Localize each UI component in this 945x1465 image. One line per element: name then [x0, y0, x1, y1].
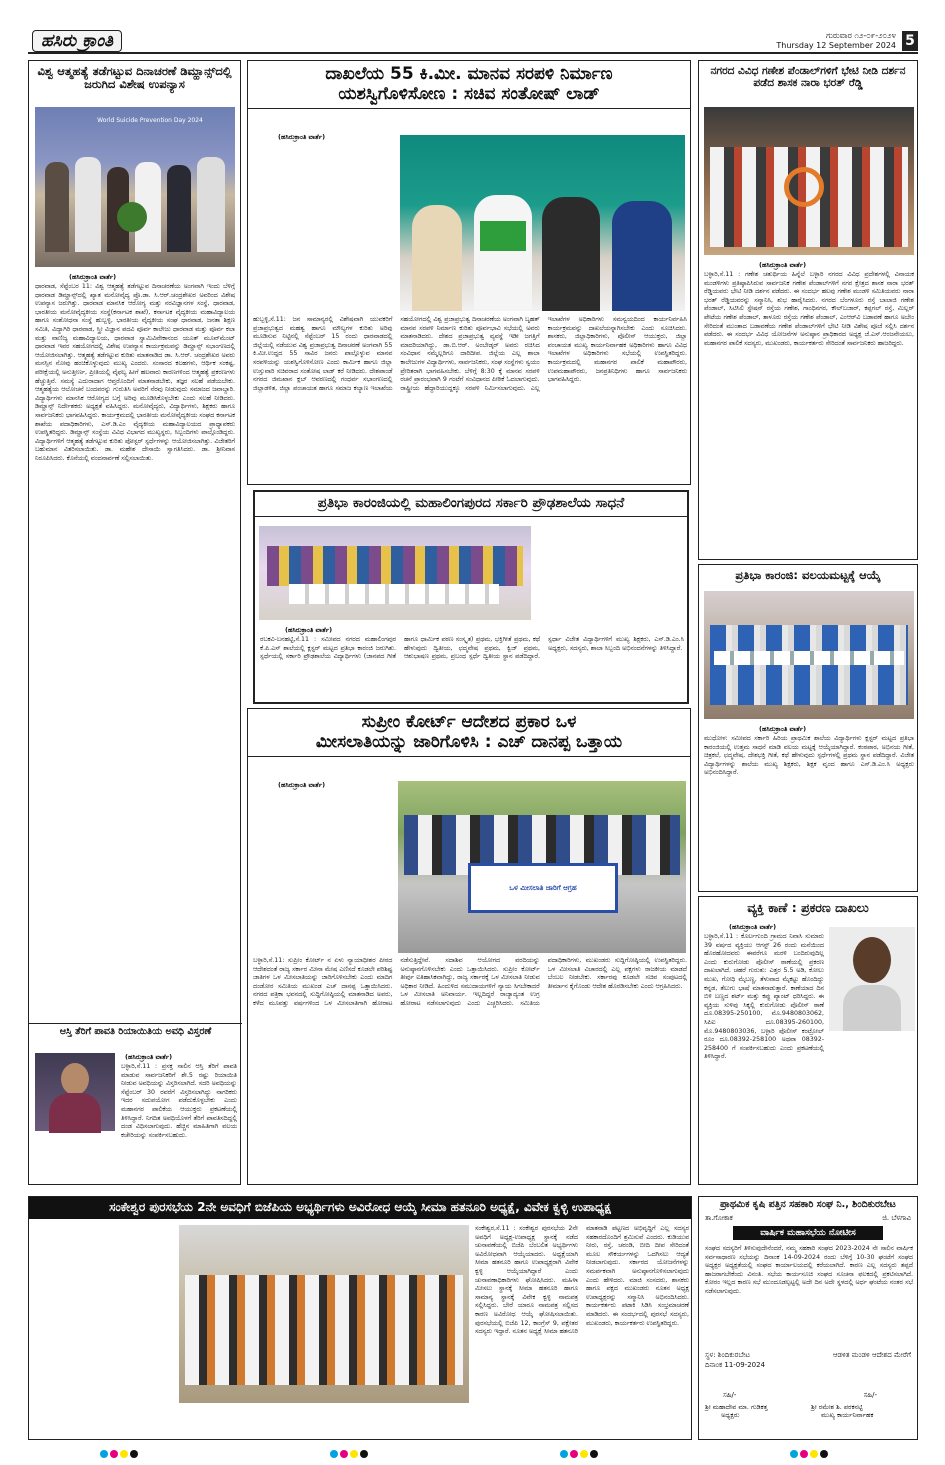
officer-photo	[35, 1053, 115, 1131]
green-scarf-icon	[480, 221, 526, 251]
society-name: ಪ್ರಾಥಮಿಕ ಕೃಷಿ ಪತ್ತಿನ ಸಹಕಾರಿ ಸಂಘ ನಿ., ಶಿಂದಿಕುರಬೇಟ	[720, 1199, 896, 1210]
article-body: ಬಳ್ಳಾರಿ,ಸೆ.11 : ಗಣೇಶ ಚತುರ್ಥಿಯ ಹಿನ್ನೆಲೆ ಬಳ್ಳಾರಿ ನಗರದ ವಿವಿಧ ಪ್ರದೇಶಗಳಲ್ಲಿ ವಿನಾಯಕ ಮಂಡಳಿಗಳು ಪ್ರತಿಷ್ಠಾಪಿಸಿರುವ ಸಾರ್ವಜನಿಕ ಗಣೇಶ ಪೆಂಡಾಲ್‌ಗಳಿಗೆ ನಗರ ಕ್ಷೇತ್ರದ ಶಾಸಕ ನಾರಾ ಭರತ್ ರೆಡ್ಡಿಯವರು ಭೇಟಿ ನೀಡಿ ದರ್ಶನ ಪಡೆದರು. ಈ ಸಂದರ್ಭ ಹಲವು ಗಣೇಶ ಮಂಡಳಿ ಸಮಿತಿಯವರು ನಾರಾ ಭರತ್ ರೆಡ್ಡಿಯವರನ್ನು ಸನ್ಮಾನಿಸಿ, ಶುಭ ಹಾರೈಸಿದರು. ನಗರದ ಬೆಂಗಳೂರು ರಸ್ತೆ ಬಾಲಾಜಿ ಗಣೇಶ ಪೆಂಡಾಲ್, ಸಿಟಿಸಿಲಿ ಸ್ಟೇಷನ್ ರಸ್ತೆಯ ಗಣೇಶ, ಗಾಂಧಿನಗರ, ಕೌಲ್‌ಬಜಾರ್, ಕಪ್ಪಗಲ್ ರಸ್ತೆ, ಮಿಲ್ಲರ್ ಪೇಟೆಯ ಗಣೇಶ ಪೆಂಡಾಲ್, ತಾಳೂರು ರಸ್ತೆಯ ಗಣೇಶ ಪೆಂಡಾಲ್, ಎಂಆರ್‌ವಿ ಬಡಾವಣೆ ಹಾಗೂ ಅಬೇಂ ಸೇರಿದಂತೆ ಮುಂತಾದ ಬಡಾವಣೆಯ ಗಣೇಶ ಪೆಂಡಾಲ್‌ಗಳಿಗೆ ಭೇಟಿ ನೀಡಿ ವಿಶೇಷ ಪೂಜೆ ಸಲ್ಲಿಸಿ ದರ್ಶನ ಪಡೆದರು. ಈ ಸಂದರ್ಭ ವಿವಿಧ ಯೋಜನೆಗಳ ಅನುಷ್ಠಾನ ಪ್ರಾಧಿಕಾರದ ಅಧ್ಯಕ್ಷ ಜೆ.ಎಸ್.ಆಂಜನೇಯಲು, ಮಹಾನಗರ ಪಾಲಿಕೆ ಸದಸ್ಯರು, ಮುಖಂಡರು, ಕಾರ್ಯಕರ್ತರು ಸೇರಿದಂತೆ ಸಾರ್ವಜನಿಕರು ಹಾಜರಿದ್ದರು.	[704, 271, 914, 347]
article-body: ಬಳ್ಳಾರಿ,ಸೆ.11: ಸುಪ್ರೀಂ ಕೋರ್ಟ್ ನ ಏಳು ನ್ಯಾಯಾಧೀಶರ ಪೀಠದ ಆದೇಶದಂತೆ ರಾಜ್ಯ ಸರ್ಕಾರ ಮೀನಾ ಮೇಷ ಎಣಿಸದೆ ಕೂಡಲೇ ಪರಿಶಿಷ್ಟ ಜಾತಿಗಳ ಒಳ ಮೀಸಲಾತಿಯನ್ನು ಜಾರಿಗೊಳಿಸಬೇಕು ಎಂದು ಮಾದಿಗ ದಂಡೋರ ಸಮಿತಿಯ ಮುಖಂಡ ಎಚ್ ದಾನಪ್ಪ ಒತ್ತಾಯಿಸಿದರು. ನಗರದ ಪತ್ರಿಕಾ ಭವನದಲ್ಲಿ ಸುದ್ದಿಗೋಷ್ಠಿಯಲ್ಲಿ ಮಾತನಾಡಿದ ಅವರು, ಕಳೆದ ಮೂವತ್ತು ವರ್ಷಗಳಿಂದ ಒಳ ಮೀಸಲಾತಿಗಾಗಿ ಹೋರಾಟ ನಡೆಸುತ್ತಿದ್ದೇವೆ. ಸದಾಶಿವ ಆಯೋಗದ ವರದಿಯನ್ನು ಅನುಷ್ಠಾನಗೊಳಿಸಬೇಕು ಎಂದು ಒತ್ತಾಯಿಸಿದರು. ಸುಪ್ರೀಂ ಕೋರ್ಟ್ ತೀರ್ಪು ಐತಿಹಾಸಿಕವಾಗಿದ್ದು, ರಾಜ್ಯ ಸರ್ಕಾರಕ್ಕೆ ಒಳ ಮೀಸಲಾತಿ ನೀಡುವ ಅಧಿಕಾರ ನೀಡಿದೆ. ಹಿಂದುಳಿದ ಸಮುದಾಯಗಳಿಗೆ ನ್ಯಾಯ ಸಿಗಬೇಕಾದರೆ ಒಳ ಮೀಸಲಾತಿ ಅನಿವಾರ್ಯ. ಇಲ್ಲದಿದ್ದರೆ ರಾಜ್ಯಾದ್ಯಂತ ಉಗ್ರ ಹೋರಾಟ ನಡೆಸಲಾಗುವುದು ಎಂದು ಎಚ್ಚರಿಸಿದರು. ಸಮಿತಿಯ ಪದಾಧಿಕಾರಿಗಳು, ಮುಖಂಡರು ಸುದ್ದಿಗೋಷ್ಠಿಯಲ್ಲಿ ಉಪಸ್ಥಿತರಿದ್ದರು. ಒಳ ಮೀಸಲಾತಿ ವಿಚಾರದಲ್ಲಿ ಎಲ್ಲ ಪಕ್ಷಗಳು ರಾಜಕೀಯ ಮಾಡದೆ ಬೆಂಬಲ ನೀಡಬೇಕು. ಸರ್ಕಾರವು ಕೂಡಲೇ ಸಚಿವ ಸಂಪುಟದಲ್ಲಿ ತೀರ್ಮಾನ ಕೈಗೊಂಡು ಆದೇಶ ಹೊರಡಿಸಬೇಕು ಎಂದು ಆಗ್ರಹಿಸಿದರು.	[253, 957, 687, 1007]
article-pratibha-cluster	[698, 564, 918, 892]
plant-icon	[117, 202, 147, 232]
byline: (ಹಸಿರುಕ್ರಾಂತಿ ವಾರ್ತೆ)	[759, 725, 807, 733]
article-body-right	[537, 528, 685, 620]
garland-icon	[784, 167, 824, 207]
article-pratibha-school	[253, 490, 689, 704]
article-body-tax: ಬಳ್ಳಾರಿ,ಸೆ.11 : ಪ್ರಸಕ್ತ ಸಾಲಿನ ಆಸ್ತಿ ತೆರಿಗೆ ಪಾವತಿ ಮಾಡುವ ಸಾರ್ವಜನಿಕರಿಗೆ ಶೇ.5 ರಷ್ಟು ರಿಯಾಯಿತಿ ನೀಡುವ ಅವಧಿಯನ್ನು ವಿಸ್ತರಿಸಲಾಗಿದೆ. ಸದರಿ ಅವಧಿಯನ್ನು ಸೆಪ್ಟೆಂಬರ್ 30 ರವರೆಗೆ ವಿಸ್ತರಿಸಲಾಗಿದ್ದು ನಾಗರಿಕರು ಇದರ ಸದುಪಯೋಗ ಪಡೆದುಕೊಳ್ಳಬೇಕು ಎಂದು ಮಹಾನಗರ ಪಾಲಿಕೆಯ ಆಯುಕ್ತರು ಪ್ರಕಟಣೆಯಲ್ಲಿ ತಿಳಿಸಿದ್ದಾರೆ. ನಿಗದಿತ ಅವಧಿಯೊಳಗೆ ತೆರಿಗೆ ಪಾವತಿಸದಿದ್ದಲ್ಲಿ ದಂಡ ವಿಧಿಸಲಾಗುವುದು. ಹೆಚ್ಚಿನ ಮಾಹಿತಿಗಾಗಿ ವಲಯ ಕಚೇರಿಯನ್ನು ಸಂಪರ್ಕಿಸಬಹುದು.	[121, 1063, 237, 1139]
article-body-bottom	[33, 1407, 689, 1437]
headline-line1: ದಾಖಲೆಯ 55 ಕಿ.ಮೀ. ಮಾನವ ಸರಪಳಿ ನಿರ್ಮಾಣ	[325, 64, 613, 84]
page-number: 5	[902, 31, 918, 51]
article-body-col1	[253, 143, 393, 313]
byline: (ಹಸಿರುಕ್ರಾಂತಿ ವಾರ್ತೆ)	[285, 626, 333, 634]
byline: (ಹಸಿರುಕ್ರಾಂತಿ ವಾರ್ತೆ)	[278, 781, 326, 789]
article-missing-person	[698, 896, 918, 1185]
students-photo	[259, 526, 531, 620]
masthead	[28, 30, 918, 54]
missing-person-photo	[829, 927, 915, 1031]
byline: (ಹಸಿರುಕ್ರಾಂತಿ ವಾರ್ತೆ)	[278, 133, 326, 141]
article-body: ರಬಕವಿ-ಬನಹಟ್ಟಿ,ಸೆ.11 : ಸಮೀಪದ ನಗರದ ಮಹಾಲಿಂಗಪುರ ಕೆ.ಪಿ.ಎಸ್ ಶಾಲೆಯಲ್ಲಿ ಕ್ಲಸ್ಟರ್ ಮಟ್ಟದ ಪ್ರತಿಭಾ ಕಾರಂಜಿ ಜರುಗಿತು. ಸ್ಪರ್ಧೆಯಲ್ಲಿ ಸರ್ಕಾರಿ ಪ್ರೌಢಶಾಲೆಯ ವಿದ್ಯಾರ್ಥಿಗಳು (ಜಾನಪದ ಗೀತೆ ಹಾಗೂ ಧಾರ್ಮಿಕ ಪಠಣ ಸಂಸ್ಕೃತ) ಪ್ರಥಮ, ಭಕ್ತಿಗೀತೆ ಪ್ರಥಮ, ಕಥೆ ಹೇಳುವುದು ದ್ವಿತೀಯ, ಛದ್ಮವೇಷ ಪ್ರಥಮ, ಕ್ವಿಜ್ ಪ್ರಥಮ, ಆಶುಭಾಷಣ ಪ್ರಥಮ, ಪ್ರಬಂಧ ಸ್ಪರ್ಧೆ ದ್ವಿತೀಯ ಸ್ಥಾನ ಪಡೆದಿದ್ದಾರೆ. ಸ್ಪರ್ಧಾ ವಿಜೇತ ವಿದ್ಯಾರ್ಥಿಗಳಿಗೆ ಮುಖ್ಯ ಶಿಕ್ಷಕರು, ಎಸ್.ಡಿ.ಎಂ.ಸಿ ಅಧ್ಯಕ್ಷರು, ಸದಸ್ಯರು, ಶಾಲಾ ಸಿಬ್ಬಂದಿ ಅಭಿನಂದನೆಗಳನ್ನು ತಿಳಿಸಿದ್ದಾರೆ.	[260, 636, 684, 661]
article-body-col1	[33, 1225, 173, 1405]
byline: (ಹಸಿರುಕ್ರಾಂತಿ ವಾರ್ತೆ)	[69, 273, 117, 281]
paper-name: ಹಸಿರು ಕ್ರಾಂತಿ	[32, 30, 122, 52]
headline-line1: ಸುಪ್ರೀಂ ಕೋರ್ಟ್ ಆದೇಶದ ಪ್ರಕಾರ ಒಳ	[361, 712, 577, 732]
headline: ಸಂಕೇಶ್ವರ ಪುರಸಭೆಯ 2ನೇ ಅವಧಿಗೆ ಬಿಜೆಪಿಯ ಅಭ್ಯರ್ಥಿಗಳು ಅವಿರೋಧ ಆಯ್ಕೆ ಸೀಮಾ ಹತನೂರಿ ಅಧ್ಯಕ್ಷೆ, ವಿವೇಕ ಕ್ವಳ್ಳಿ ಉಪಾಧ್ಯಕ್ಷ	[29, 1197, 691, 1219]
registration-marks-left	[100, 1443, 140, 1462]
article-body: ಮುಧೋಳ: ಸಮೀಪದ ಸರ್ಕಾರಿ ಹಿರಿಯ ಪ್ರಾಥಮಿಕ ಶಾಲೆಯ ವಿದ್ಯಾರ್ಥಿಗಳು ಕ್ಲಸ್ಟರ್ ಮಟ್ಟದ ಪ್ರತಿಭಾ ಕಾರಂಜಿಯಲ್ಲಿ ಉತ್ತಮ ಸಾಧನೆ ಮಾಡಿ ವಲಯ ಮಟ್ಟಕ್ಕೆ ಆಯ್ಕೆಯಾಗಿದ್ದಾರೆ. ಕಂಠಪಾಠ, ಅಭಿನಯ ಗೀತೆ, ಚಿತ್ರಕಲೆ, ಛದ್ಮವೇಷ, ದೇಶಭಕ್ತಿ ಗೀತೆ, ಕಥೆ ಹೇಳುವುದು ಸ್ಪರ್ಧೆಗಳಲ್ಲಿ ಪ್ರಥಮ ಸ್ಥಾನ ಪಡೆದಿದ್ದಾರೆ. ವಿಜೇತ ವಿದ್ಯಾರ್ಥಿಗಳನ್ನು ಶಾಲೆಯ ಮುಖ್ಯ ಶಿಕ್ಷಕರು, ಶಿಕ್ಷಕ ವೃಂದ ಹಾಗೂ ಎಸ್.ಡಿ.ಎಂ.ಸಿ ಅಧ್ಯಕ್ಷರು ಅಭಿನಂದಿಸಿದ್ದಾರೆ.	[704, 735, 914, 777]
date-english: Thursday 12 September 2024	[776, 41, 896, 50]
notice-order: ಆಡಳಿತ ಮಂಡಳಿ ಆದೇಶದ ಮೇರೆಗೆ	[832, 1351, 911, 1359]
date-kannada: ಗುರುವಾರ ೧೨-೦೯-೨೦೨೪	[826, 31, 896, 40]
article-ganesha	[698, 60, 918, 560]
article-human-chain	[247, 60, 691, 485]
byline: (ಹಸಿರುಕ್ರಾಂತಿ ವಾರ್ತೆ)	[729, 923, 777, 931]
byline-tax: (ಹಸಿರುಕ್ರಾಂತಿ ವಾರ್ತೆ)	[125, 1053, 173, 1061]
article-suicide-prevention	[28, 60, 241, 1185]
headline: ವ್ಯಕ್ತಿ ಕಾಣೆ : ಪ್ರಕರಣ ದಾಖಲು	[747, 900, 869, 915]
cluster-students-photo	[704, 591, 914, 719]
article-supreme-court	[247, 708, 691, 1185]
notice-date: ದಿನಾಂಕ 11-09-2024	[705, 1361, 766, 1369]
registration-marks-right	[790, 1443, 830, 1462]
cooperative-notice	[698, 1196, 918, 1440]
sign-left-mark: ಸಹಿ/-	[723, 1391, 737, 1399]
registration-marks-center	[330, 1443, 370, 1462]
headline: ನಗರದ ವಿವಿಧ ಗಣೇಶ ಪೆಂಡಾಲ್‌ಗಳಿಗೆ ಭೇಟಿ ನೀಡಿ ದರ್ಶನ ಪಡೆದ ಶಾಸಕ ನಾರಾ ಭರತ್ ರೆಡ್ಡಿ	[710, 65, 906, 90]
headline: ವಿಶ್ವ ಆತ್ಮಹತ್ಯೆ ತಡೆಗಟ್ಟುವ ದಿನಾಚರಣೆ ಡಿಮ್ಹಾನ್ಸ್‌ದಲ್ಲಿ ಜರುಗಿದ ವಿಶೇಷ ಉಪನ್ಯಾಸ	[37, 64, 232, 92]
headline: ಪ್ರತಿಭಾ ಕಾರಂಜಿ: ವಲಯಮಟ್ಟಕ್ಕೆ ಆಯ್ಕೆ	[735, 568, 881, 582]
event-photo	[35, 107, 235, 267]
protest-banner	[468, 863, 618, 913]
registration-marks-mid	[560, 1443, 600, 1462]
article-body: ಸಂಕೇಶ್ವರ,ಸೆ.11 : ಸಂಕೇಶ್ವರ ಪುರಸಭೆಯ 2ನೇ ಅವಧಿಗೆ ಅಧ್ಯಕ್ಷ-ಉಪಾಧ್ಯಕ್ಷ ಸ್ಥಾನಕ್ಕೆ ನಡೆದ ಚುನಾವಣೆಯಲ್ಲಿ ಬಿಜೆಪಿ ಬೆಂಬಲಿತ ಅಭ್ಯರ್ಥಿಗಳು ಅವಿರೋಧವಾಗಿ ಆಯ್ಕೆಯಾದರು. ಅಧ್ಯಕ್ಷೆಯಾಗಿ ಸೀಮಾ ಹತನೂರಿ ಹಾಗೂ ಉಪಾಧ್ಯಕ್ಷರಾಗಿ ವಿವೇಕ ಕ್ವಳ್ಳಿ ಆಯ್ಕೆಯಾಗಿದ್ದಾರೆ ಎಂದು ಚುನಾವಣಾಧಿಕಾರಿಗಳು ಘೋಷಿಸಿದರು. ಮಹಿಳಾ ಮೀಸಲು ಸ್ಥಾನಕ್ಕೆ ಸೀಮಾ ಹತನೂರಿ ಹಾಗೂ ಸಾಮಾನ್ಯ ಸ್ಥಾನಕ್ಕೆ ವಿವೇಕ ಕ್ವಳ್ಳಿ ನಾಮಪತ್ರ ಸಲ್ಲಿಸಿದ್ದರು. ಬೇರೆ ಯಾರೂ ನಾಮಪತ್ರ ಸಲ್ಲಿಸದ ಕಾರಣ ಅವಿರೋಧ ಆಯ್ಕೆ ಘೋಷಿಸಲಾಯಿತು. ಪುರಸಭೆಯಲ್ಲಿ ಬಿಜೆಪಿ 12, ಕಾಂಗ್ರೆಸ್ 9, ಪಕ್ಷೇತರ ಸದಸ್ಯರು ಇದ್ದಾರೆ. ನೂತನ ಅಧ್ಯಕ್ಷೆ ಸೀಮಾ ಹತನೂರಿ ಮಾತನಾಡಿ ಪಟ್ಟಣದ ಅಭಿವೃದ್ಧಿಗೆ ಎಲ್ಲ ಸದಸ್ಯರ ಸಹಕಾರದೊಂದಿಗೆ ಶ್ರಮಿಸುವೆ ಎಂದರು. ಕುಡಿಯುವ ನೀರು, ರಸ್ತೆ, ಚರಂಡಿ, ಬೀದಿ ದೀಪ ಸೇರಿದಂತೆ ಮೂಲ ಸೌಕರ್ಯಗಳನ್ನು ಒದಗಿಸಲು ಆದ್ಯತೆ ನೀಡಲಾಗುವುದು. ಸರ್ಕಾರದ ಯೋಜನೆಗಳನ್ನು ಸಮರ್ಪಕವಾಗಿ ಅನುಷ್ಠಾನಗೊಳಿಸಲಾಗುವುದು ಎಂದು ಹೇಳಿದರು. ಮಾಜಿ ಸಂಸದರು, ಶಾಸಕರು ಹಾಗೂ ಪಕ್ಷದ ಮುಖಂಡರು ನೂತನ ಅಧ್ಯಕ್ಷ ಉಪಾಧ್ಯಕ್ಷರನ್ನು ಸನ್ಮಾನಿಸಿ ಅಭಿನಂದಿಸಿದರು. ಕಾರ್ಯಕರ್ತರು ಪಟಾಕಿ ಸಿಡಿಸಿ ಸಂಭ್ರಮಾಚರಣೆ ಮಾಡಿದರು. ಈ ಸಂದರ್ಭದಲ್ಲಿ ಪುರಸಭೆ ಸದಸ್ಯರು, ಮುಖಂಡರು, ಕಾರ್ಯಕರ್ತರು ಉಪಸ್ಥಿತರಿದ್ದರು.	[475, 1225, 689, 1336]
sign-right-role: ಮುಖ್ಯ ಕಾರ್ಯನಿರ್ವಾಹಕ	[821, 1411, 874, 1419]
byline: (ಹಸಿರುಕ್ರಾಂತಿ ವಾರ್ತೆ)	[759, 261, 807, 269]
headline-line2: ಯಶಸ್ವಿಗೊಳಿಸೋಣ : ಸಚಿವ ಸಂತೋಷ್ ಲಾಡ್	[248, 85, 690, 110]
ganesha-photo	[704, 107, 914, 255]
notice-body: ಸಂಘದ ಸದಸ್ಯರಿಗೆ ತಿಳಿಸುವುದೇನೆಂದರೆ, ನಮ್ಮ ಸಹಕಾರಿ ಸಂಘದ 2023-2024 ನೇ ಸಾಲಿನ ವಾರ್ಷಿಕ ಸರ್ವಸಾಧಾರಣ ಸಭೆಯನ್ನು ದಿನಾಂಕ 14-09-2024 ರಂದು ಬೆಳಿಗ್ಗೆ 10-30 ಘಂಟೆಗೆ ಸಂಘದ ಅಧ್ಯಕ್ಷರ ಅಧ್ಯಕ್ಷತೆಯಲ್ಲಿ ಸಂಘದ ಕಾರ್ಯಾಲಯದಲ್ಲಿ ಕರೆಯಲಾಗಿದೆ. ಕಾರಣ ಎಲ್ಲ ಸದಸ್ಯರು ತಪ್ಪದೆ ಹಾಜರಾಗಬೇಕೆಂದು ವಿನಂತಿ. ಸಭೆಯ ಕಾರ್ಯಸೂಚಿ ಸಂಘದ ಸೂಚನಾ ಫಲಕದಲ್ಲಿ ಪ್ರಕಟಿಸಲಾಗಿದೆ. ಕೋರಂ ಇಲ್ಲದ ಕಾರಣ ಸಭೆ ಮುಂದೂಡಲ್ಪಟ್ಟಲ್ಲಿ ಅದೇ ದಿನ ಅದೇ ಸ್ಥಳದಲ್ಲಿ ಅರ್ಧ ಘಂಟೆಯ ನಂತರ ಸಭೆ ನಡೆಸಲಾಗುವುದು.	[705, 1245, 913, 1295]
photo-banner: World Suicide Prevention Day 2024	[97, 117, 203, 124]
headline-line2: ಮೀಸಲಾತಿಯನ್ನು ಜಾರಿಗೊಳಿಸಿ : ಎಚ್ ದಾನಪ್ಪ ಒತ್ತಾಯ	[248, 733, 690, 758]
article-body: ಬಳ್ಳಾರಿ,ಸೆ.11 : ಕೊರ್ಲಗುಂದಿ ಗ್ರಾಮದ ನಿವಾಸಿ ಸುಮಾರು 39 ವರ್ಷದ ವ್ಯಕ್ತಿಯು ಆಗಸ್ಟ್ 26 ರಂದು ಮನೆಯಿಂದ ಹೊರಹೋದವರು ಈವರೆಗೂ ಮರಳಿ ಬಂದಿರುವುದಿಲ್ಲ ಎಂದು ಕುರುಗೋಡು ಪೊಲೀಸ್ ಠಾಣೆಯಲ್ಲಿ ಪ್ರಕರಣ ದಾಖಲಾಗಿದೆ. ಚಹರೆ ಗುರುತು: ಎತ್ತರ 5.5 ಅಡಿ, ಕೋಲು ಮುಖ, ಗೋಧಿ ಮೈಬಣ್ಣ, ತೆಳುವಾದ ಮೈಕಟ್ಟು ಹೊಂದಿದ್ದು ಕನ್ನಡ, ತೆಲುಗು ಭಾಷೆ ಮಾತನಾಡುತ್ತಾರೆ. ಕಾಣೆಯಾದ ದಿನ ಬಿಳಿ ಬಣ್ಣದ ಶರ್ಟ್ ಮತ್ತು ಕಪ್ಪು ಪ್ಯಾಂಟ್ ಧರಿಸಿದ್ದರು. ಈ ವ್ಯಕ್ತಿಯ ಸುಳಿವು ಸಿಕ್ಕಲ್ಲಿ ಕುರುಗೋಡು ಪೊಲೀಸ್ ಠಾಣೆ ದೂ.08395-250100, ಮೊ.9480803062, ಸಿಪಿಐ ದೂ.08395-260100, ಮೊ.9480803036, ಬಳ್ಳಾರಿ ಪೊಲೀಸ್ ಕಂಟ್ರೋಲ್ ರೂಂ ದೂ.08392-258100 ಅಥವಾ 08392-258400 ಗೆ ಸಂಪರ್ಕಿಸಬಹುದು ಎಂದು ಪ್ರಕಟಣೆಯಲ್ಲಿ ತಿಳಿಸಿದ್ದಾರೆ.	[704, 933, 824, 1061]
district: ಜಿ. ಬೆಳಗಾವಿ	[882, 1213, 911, 1222]
sign-left-role: ಅಧ್ಯಕ್ಷರು	[721, 1411, 740, 1419]
headline: ಪ್ರತಿಭಾ ಕಾರಂಜಿಯಲ್ಲಿ ಮಹಾಲಿಂಗಪುರದ ಸರ್ಕಾರಿ ಪ್ರೌಢಶಾಲೆಯ ಸಾಧನೆ	[255, 492, 687, 517]
article-body-tax-cont	[35, 1135, 235, 1183]
article-sankeshwar	[28, 1196, 692, 1440]
headline-tax: ಆಸ್ತಿ ತೆರಿಗೆ ಪಾವತಿ ರಿಯಾಯಿತಿಯ ಅವಧಿ ವಿಸ್ತರಣೆ	[59, 1026, 212, 1037]
council-photo	[179, 1225, 469, 1403]
certificates	[714, 651, 904, 665]
article-body-col1	[253, 791, 393, 961]
sign-left-name: ಶ್ರೀ ಮಹಾದೇವ ಮಾ. ಗುಡಿಕತ್ತ	[705, 1403, 768, 1411]
banner-text: ಒಳ ಮೀಸಲಾತಿ ಜಾರಿಗೆ ಆಗ್ರಹ	[509, 884, 577, 892]
sign-right-name: ಶ್ರೀ ರಮೇಶ ಶಿ. ಪರಕನಟ್ಟಿ	[811, 1403, 863, 1411]
article-body: ಹುಬ್ಬಳ್ಳಿ,ಸೆ.11: ಜನ ಸಾಮಾನ್ಯರಲ್ಲಿ ವಿಶೇಷವಾಗಿ ಯುವಕರಿಗೆ ಪ್ರಜಾಪ್ರಭುತ್ವದ ಮಹತ್ವ ಹಾಗೂ ಮೌಲ್ಯಗಳ ಕುರಿತು ಅರಿವು ಮೂಡಿಸುವ ನಿಟ್ಟಿನಲ್ಲಿ ಸೆಪ್ಟೆಂಬರ್ 15 ರಂದು ಧಾರವಾಡದಲ್ಲಿ ಜಿಲ್ಲೆಯಲ್ಲಿ ನಡೆಯುವ ವಿಶ್ವ ಪ್ರಜಾಪ್ರಭುತ್ವ ದಿನಾಚರಣೆ ಅಂಗವಾಗಿ 55 ಕಿ.ಮೀ.ಉದ್ದದ 55 ಸಾವಿರ ಜನರು ಪಾಲ್ಗೊಳ್ಳುವ ಮಾನವ ಸರಪಳಿಯನ್ನು ಯಶಸ್ವಿಗೊಳಿಸೋಣ ಎಂದು ಕಾರ್ಮಿಕ ಹಾಗೂ ಜಿಲ್ಲಾ ಉಸ್ತುವಾರಿ ಸಚಿವರಾದ ಸಂತೋಷ ಲಾಡ್ ಕರೆ ನೀಡಿದರು. ದೇಶಪಾಂಡೆ ನಗರದ ಜಿಮಖಾನ ಕ್ಲಬ್ ಆವರಣದಲ್ಲಿ ಗಂಧರ್ವ ಸಭಾಂಗಣದಲ್ಲಿ ಜಿಲ್ಲಾಡಳಿತ, ಜಿಲ್ಲಾ ಪಂಚಾಯತ ಹಾಗೂ ಸಮಾಜ ಕಲ್ಯಾಣ ಇಲಾಖೆಯ ಸಹಯೋಗದಲ್ಲಿ ವಿಶ್ವ ಪ್ರಜಾಪ್ರಭುತ್ವ ದಿನಾಚರಣೆಯ ಅಂಗವಾಗಿ ಬೃಹತ್ ಮಾನವ ಸರಪಳಿ ನಿರ್ಮಾಣ ಕುರಿತು ಪೂರ್ವಭಾವಿ ಸಭೆಯಲ್ಲಿ ಅವರು ಮಾತನಾಡಿದರು. ದೇಶದ ಪ್ರಜಾಪ್ರಭುತ್ವ ವ್ಯವಸ್ಥೆ ಇಡೀ ಜಗತ್ತಿಗೆ ಮಾದರಿಯಾಗಿದ್ದು, ಡಾ.ಬಿ.ಆರ್. ಅಂಬೇಡ್ಕರ್ ಅವರು ರಚಿಸಿದ ಸಂವಿಧಾನ ನಮ್ಮೆಲ್ಲರಿಗೂ ದಾರಿದೀಪ. ಜಿಲ್ಲೆಯ ಎಲ್ಲ ಶಾಲಾ ಕಾಲೇಜುಗಳ ವಿದ್ಯಾರ್ಥಿಗಳು, ಸಾರ್ವಜನಿಕರು, ಸಂಘ ಸಂಸ್ಥೆಗಳು ಸ್ವಯಂ ಪ್ರೇರಿತರಾಗಿ ಭಾಗವಹಿಸಬೇಕು. ಬೆಳಿಗ್ಗೆ 8:30 ಕ್ಕೆ ಮಾನವ ಸರಪಳಿ ರಚನೆ ಪ್ರಾರಂಭವಾಗಿ 9 ಗಂಟೆಗೆ ಸಂವಿಧಾನದ ಪೀಠಿಕೆ ಓದಲಾಗುವುದು. ರಾಷ್ಟ್ರೀಯ ಹೆದ್ದಾರಿಯುದ್ದಕ್ಕೂ ಸರಪಳಿ ನಿರ್ಮಿಸಲಾಗುವುದು. ಎಲ್ಲ ಇಲಾಖೆಗಳ ಅಧಿಕಾರಿಗಳು ಸಮನ್ವಯದಿಂದ ಕಾರ್ಯನಿರ್ವಹಿಸಿ ಕಾರ್ಯಕ್ರಮವನ್ನು ದಾಖಲೆಯನ್ನಾಗಿಸಬೇಕು ಎಂದು ಸೂಚಿಸಿದರು. ಶಾಸಕರು, ಜಿಲ್ಲಾಧಿಕಾರಿಗಳು, ಪೊಲೀಸ್ ಆಯುಕ್ತರು, ಜಿಲ್ಲಾ ಪಂಚಾಯತ ಮುಖ್ಯ ಕಾರ್ಯನಿರ್ವಾಹಕ ಅಧಿಕಾರಿಗಳು ಹಾಗೂ ವಿವಿಧ ಇಲಾಖೆಗಳ ಅಧಿಕಾರಿಗಳು ಸಭೆಯಲ್ಲಿ ಉಪಸ್ಥಿತರಿದ್ದರು. ಕಾರ್ಯಕ್ರಮದಲ್ಲಿ ಮಹಾನಗರ ಪಾಲಿಕೆ ಮಹಾಪೌರರು, ಉಪಮಹಾಪೌರರು, ಜನಪ್ರತಿನಿಧಿಗಳು ಹಾಗೂ ಸಾರ್ವಜನಿಕರು ಭಾಗವಹಿಸಿದ್ದರು.	[253, 316, 687, 392]
notice-title: ವಾರ್ಷಿಕ ಮಹಾಸಭೆಯ ನೋಟೀಸ	[733, 1226, 883, 1240]
minister-photo	[400, 135, 685, 311]
article-body: ಧಾರವಾಡ, ಸೆಪ್ಟೆಂಬರ 11: ವಿಶ್ವ ಆತ್ಮಹತ್ಯೆ ತಡೆಗಟ್ಟುವ ದಿನಾಚರಣೆಯ ಅಂಗವಾಗಿ ಇಂದು ಬೆಳಿಗ್ಗೆ ಧಾರವಾಡ ಡಿಮ್ಹಾನ್ಸ್‌ದಲ್ಲಿ ಖ್ಯಾತ ಮನೋವೈದ್ಯ ಪ್ರೊ.ಡಾ. ಸಿ.ಆರ್.ಚಂದ್ರಶೇಖರ ಅವರಿಂದ ವಿಶೇಷ ಉಪನ್ಯಾಸ ಜರುಗಿತ್ತು. ಧಾರವಾಡ ಮಾನಸಿಕ ಆರೋಗ್ಯ ಮತ್ತು ನರವಿಜ್ಞಾನಗಳ ಸಂಸ್ಥೆ, ಧಾರವಾಡ, ಭಾರತೀಯ ಮನೋವೈದ್ಯಕೀಯ ಸಂಸ್ಥೆ(ಕರ್ನಾಟಕ ಶಾಖೆ), ಕರ್ನಾಟಕ ವೈದ್ಯಕೀಯ ಮಹಾವಿದ್ಯಾಲಯ ಹಾಗೂ ಸಂಶೋಧನಾ ಸಂಸ್ಥೆ ಹುಬ್ಬಳ್ಳಿ, ಭಾರತೀಯ ವೈದ್ಯಕೀಯ ಸಂಘ ಧಾರವಾಡ, ಜನತಾ ಶಿಕ್ಷಣ ಸಮಿತಿ, ವಿದ್ಯಾಗಿರಿ ಧಾರವಾಡ, ಸ್ತ್ರೀ ವಿಜ್ಞಾನ ಪದವಿ ಪೂರ್ವ ಕಾಲೇಜು ಧಾರವಾಡ ಮತ್ತು ಪೂರ್ವ ಕಲಾ ಮತ್ತು ವಾಣಿಜ್ಯ ಮಹಾವಿದ್ಯಾಲಯ, ಧಾರವಾಡ ಸ್ವಾಮಿವಿವೇಕಾನಂದ ಯೂತ್ ಮೂವ್‌ಮೆಂಟ್ ಧಾರವಾಡ ಇವರ ಸಹಯೋಗದಲ್ಲಿ ವಿಶೇಷ ಉಪನ್ಯಾಸ ಕಾರ್ಯಕ್ರಮವನ್ನು ಡಿಮ್ಹಾನ್ಸ್ ಸಭಾಂಗಣದಲ್ಲಿ ಆಯೋಜಿಸಲಾಗಿತ್ತು. ಆತ್ಮಹತ್ಯೆ ತಡೆಗಟ್ಟುವ ಕುರಿತು ಮಾತನಾಡಿದ ಡಾ. ಸಿ.ಆರ್. ಚಂದ್ರಶೇಖರ ಅವರು ಮನಸ್ಸಿನ ನೋವು ಹಂಚಿಕೊಳ್ಳುವುದು ಮುಖ್ಯ ಎಂದರು. ಸಂಸಾರದ ಕಲಹಗಳು, ಆರ್ಥಿಕ ಸಂಕಷ್ಟ, ಪರೀಕ್ಷೆಯಲ್ಲಿ ಅನುತ್ತೀರ್ಣ, ಪ್ರೀತಿಯಲ್ಲಿ ವೈಫಲ್ಯ ಹೀಗೆ ಹಲವಾರು ಕಾರಣಗಳಿಂದ ಆತ್ಮಹತ್ಯೆ ಪ್ರಕರಣಗಳು ಹೆಚ್ಚುತ್ತಿವೆ. ಸಮಸ್ಯೆ ಎದುರಾದಾಗ ಆಪ್ತರೊಂದಿಗೆ ಮಾತನಾಡಬೇಕು, ತಜ್ಞರ ಸಲಹೆ ಪಡೆಯಬೇಕು. ಆತ್ಮಹತ್ಯೆಯ ಆಲೋಚನೆ ಬಂದವರನ್ನು ಗುರುತಿಸಿ ಅವರಿಗೆ ನೆರವು ನೀಡುವುದು ಸಮಾಜದ ಜವಾಬ್ದಾರಿ. ವಿದ್ಯಾರ್ಥಿಗಳು ಮಾನಸಿಕ ಆರೋಗ್ಯದ ಬಗ್ಗೆ ಅರಿವು ಮೂಡಿಸಿಕೊಳ್ಳಬೇಕು ಎಂದು ಸಲಹೆ ನೀಡಿದರು. ಡಿಮ್ಹಾನ್ಸ್ ನಿರ್ದೇಶಕರು ಅಧ್ಯಕ್ಷತೆ ವಹಿಸಿದ್ದರು. ಮನೋವೈದ್ಯರು, ವಿದ್ಯಾರ್ಥಿಗಳು, ಶಿಕ್ಷಕರು ಹಾಗೂ ಸಾರ್ವಜನಿಕರು ಭಾಗವಹಿಸಿದ್ದರು. ಕಾರ್ಯಕ್ರಮದಲ್ಲಿ ಭಾರತೀಯ ಮನೋವೈದ್ಯಕೀಯ ಸಂಘದ ಕರ್ನಾಟಕ ಶಾಖೆಯ ಪದಾಧಿಕಾರಿಗಳು, ಎಸ್.ಡಿ.ಎಂ ವೈದ್ಯಕೀಯ ಮಹಾವಿದ್ಯಾಲಯದ ಪ್ರಾಧ್ಯಾಪಕರು ಉಪಸ್ಥಿತರಿದ್ದರು. ಡಿಮ್ಹಾನ್ಸ್ ಸಂಸ್ಥೆಯ ವಿವಿಧ ವಿಭಾಗದ ಮುಖ್ಯಸ್ಥರು, ಸಿಬ್ಬಂದಿಗಳು ಪಾಲ್ಗೊಂಡಿದ್ದರು. ವಿದ್ಯಾರ್ಥಿಗಳಿಗೆ ಆತ್ಮಹತ್ಯೆ ತಡೆಗಟ್ಟುವ ಕುರಿತು ಪೋಸ್ಟರ್ ಸ್ಪರ್ಧೆಗಳನ್ನು ಆಯೋಜಿಸಲಾಗಿತ್ತು. ವಿಜೇತರಿಗೆ ಬಹುಮಾನ ವಿತರಿಸಲಾಯಿತು. ಡಾ. ಮಹೇಶ ದೇಸಾಯಿ ಸ್ವಾಗತಿಸಿದರು. ಡಾ. ಶ್ರೀನಿವಾಸ ನಿರೂಪಿಸಿದರು. ಕೊನೆಯಲ್ಲಿ ವಂದನಾರ್ಪಣೆ ಸಲ್ಲಿಸಲಾಯಿತು.	[35, 283, 235, 462]
notice-place: ಸ್ಥಳ: ಶಿಂದಿಕುರಬೇಟ	[705, 1351, 750, 1359]
protest-photo	[398, 781, 686, 953]
sign-right-mark: ಸಹಿ/-	[863, 1391, 877, 1399]
taluk: ತಾ.ಗೋಕಾಕ	[705, 1213, 733, 1222]
